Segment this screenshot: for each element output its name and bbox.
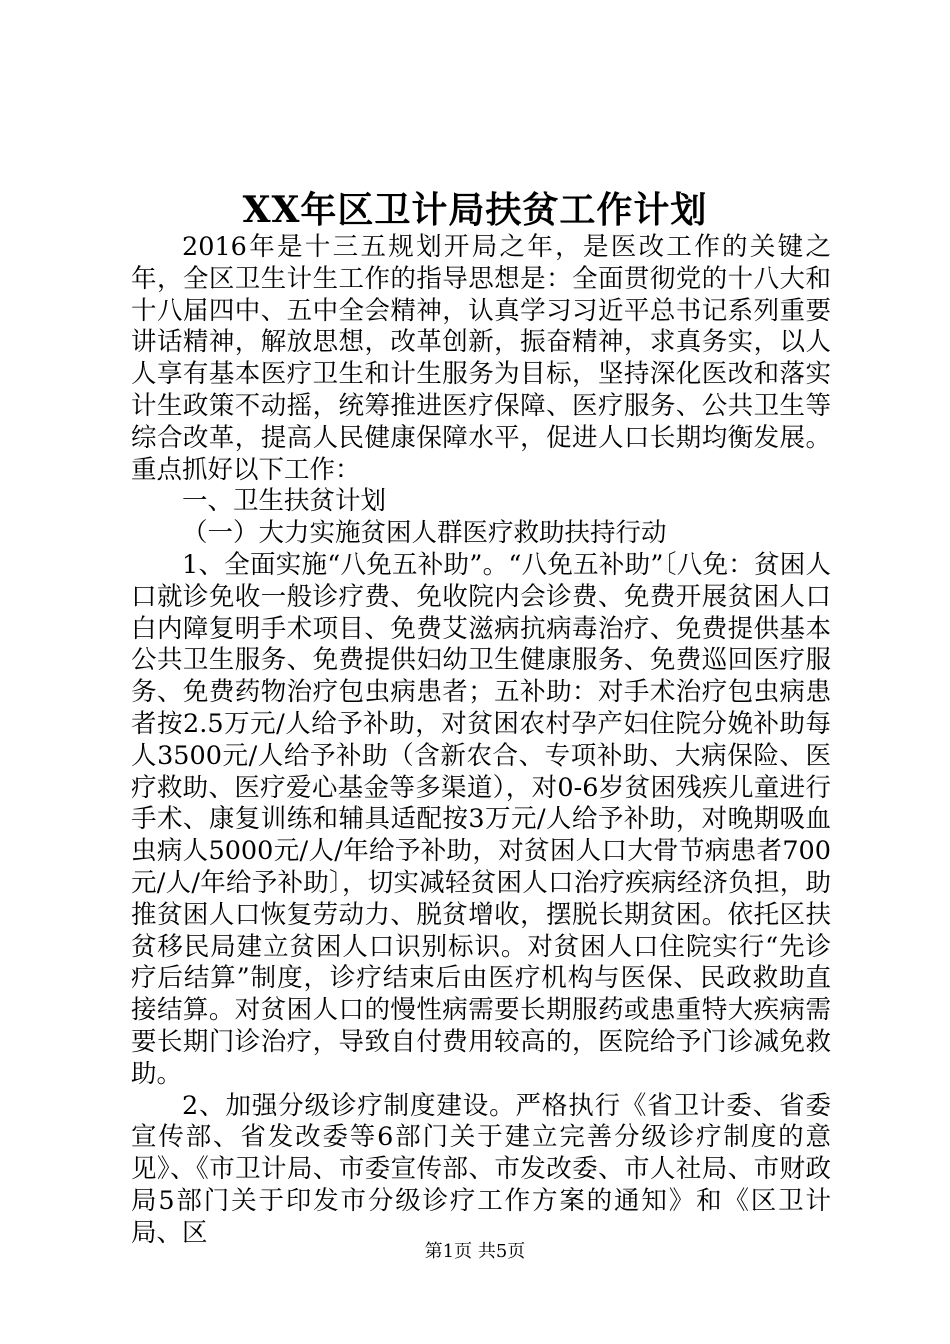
heading-subsection-1: （一）大力实施贫困人群医疗救助扶持行动 (182, 518, 667, 549)
paragraph-item-1: 1、全面实施“八免五补助”。“八免五补助”〔八免：贫困人口就诊免收一般诊疗费、免收院内会诊费、免费开展贫困人口白内障复明手术项目、免费艾滋病抗病毒治疗、免费提供基本公共卫生服务、免费提供妇幼卫生健康服务、免费巡回医疗服务、免费药物治疗包虫病患者；五补助：对手术治疗包虫病患者按2.5万元/人给予补助，对贫困农村孕产妇住院分娩补助每人3500元/人给予补助（含新农合、专项补助、大病保险、医疗救助、医疗爱心基金等多渠道），对0-6岁贫困残疾儿童进行手术、康复训练和辅具适配按3万元/人给予补助，对晚期吸血虫病人5000元/人/年给予补助，对贫困人口大骨节病患者700元/人/年给予补助〕，切实减轻贫困人口治疗疾病经济负担，助推贫困人口恢复劳动力、脱贫增收，摆脱长期贫困。依托区扶贫移民局建立贫困人口识别标识。对贫困人口住院实行“先诊疗后结算”制度，诊疗结束后由医疗机构与医保、民政救助直接结算。对贫困人口的慢性病需要长期服药或患重特大疾病需要长期门诊治疗，导致自付费用较高的，医院给予门诊减免救助。 (131, 549, 831, 1089)
document-title: XX年区卫计局扶贫工作计划 (242, 189, 708, 231)
document-body (131, 232, 831, 1250)
page-footer: 第1页 共5页 (424, 1241, 526, 1262)
paragraph-item-2: 2、加强分级诊疗制度建设。严格执行《省卫计委、省委宣传部、省发改委等6部门关于建立完善分级诊疗制度的意见》、《市卫计局、市委宣传部、市发改委、市人社局、市财政局5部门关于印发市分级诊疗工作方案的通知》和《区卫计局、区 (131, 1090, 831, 1248)
heading-section-1: 一、卫生扶贫计划 (182, 486, 387, 517)
paragraph-intro: 2016年是十三五规划开局之年，是医改工作的关键之年，全区卫生计生工作的指导思想是：全面贯彻党的十八大和十八届四中、五中全会精神，认真学习习近平总书记系列重要讲话精神，解放思想，改革创新，振奋精神，求真务实，以人人享有基本医疗卫生和计生服务为目标，坚持深化医改和落实计生政策不动摇，统筹推进医疗保障、医疗服务、公共卫生等综合改革，提高人民健康保障水平，促进人口长期均衡发展。重点抓好以下工作： (131, 232, 831, 485)
